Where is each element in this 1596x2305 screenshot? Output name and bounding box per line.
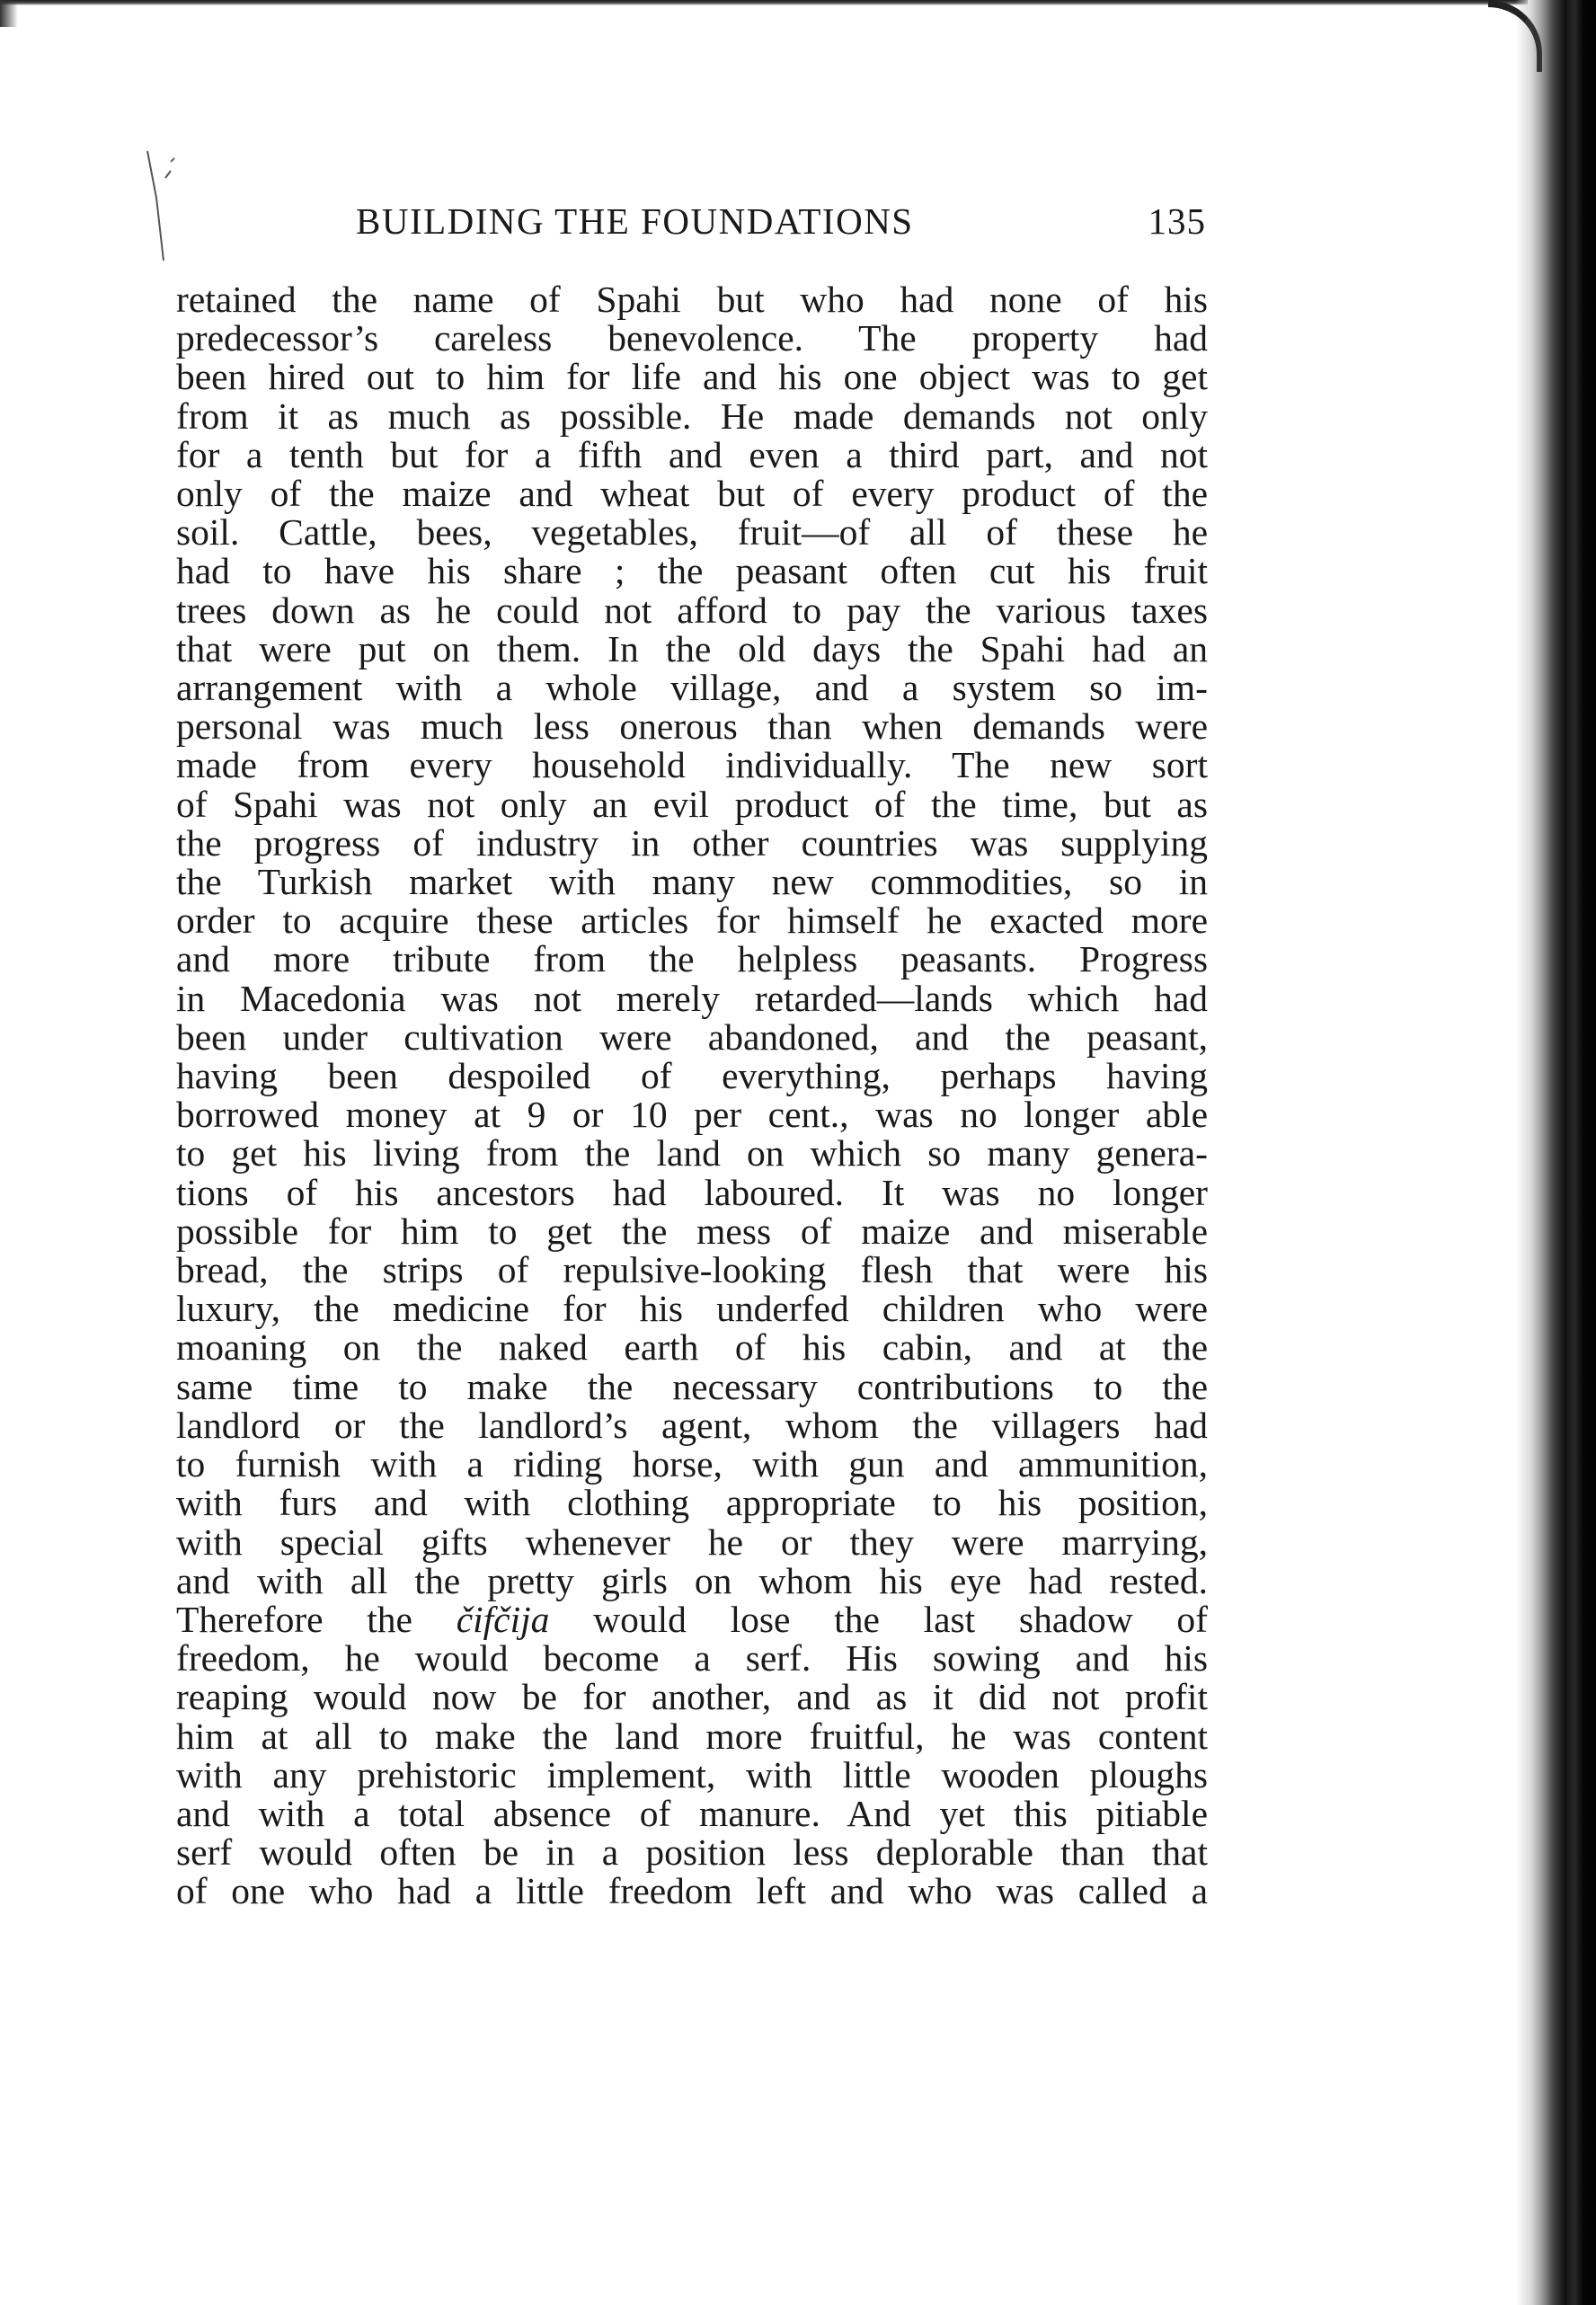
text-line: landlord or the landlord’s agent, whom the villagers had bbox=[176, 1404, 1208, 1446]
text-line: bread, the strips of repulsive-looking flesh that were his bbox=[176, 1249, 1208, 1291]
text-line: with furs and with clothing appropriate to his position, bbox=[176, 1482, 1208, 1524]
text-line: had to have his share ; the peasant often cut his fruit bbox=[176, 550, 1208, 592]
text-line: same time to make the necessary contributions to the bbox=[176, 1365, 1208, 1407]
text-line: been hired out to him for life and his one object was to get bbox=[176, 356, 1208, 398]
running-head: BUILDING THE FOUNDATIONS bbox=[356, 200, 914, 242]
page-number: 135 bbox=[1148, 200, 1206, 242]
text-line: and more tribute from the helpless peasants. Progress bbox=[176, 938, 1208, 980]
text-line: to get his living from the land on which so many genera- bbox=[176, 1132, 1208, 1175]
text-line: moaning on the naked earth of his cabin, and at the bbox=[176, 1326, 1208, 1369]
text-line: that were put on them. In the old days the Spahi had an bbox=[176, 627, 1208, 669]
text-line-with-italic bbox=[176, 1600, 1208, 1639]
text-line: the progress of industry in other countries was supplying bbox=[176, 821, 1208, 864]
text-line: of one who had a little freedom left and who was called a bbox=[176, 1870, 1208, 1912]
text-line: having been despoiled of everything, perhaps having bbox=[176, 1055, 1208, 1097]
body-text bbox=[176, 280, 1208, 1911]
text-line: made from every household individually. The new sort bbox=[176, 744, 1208, 786]
text-line: order to acquire these articles for himself he exacted more bbox=[176, 900, 1208, 942]
text-line: reaping would now be for another, and as it did not profit bbox=[176, 1676, 1208, 1718]
text-line: borrowed money at 9 or 10 per cent., was no longer able bbox=[176, 1094, 1208, 1136]
page-header bbox=[176, 199, 1208, 253]
text-line: been under cultivation were abandoned, and the peasant, bbox=[176, 1015, 1208, 1058]
text-fragment: Therefore the bbox=[176, 1598, 457, 1640]
italic-term-cifcija: čifčija bbox=[456, 1598, 550, 1640]
scan-top-edge bbox=[0, 0, 1528, 5]
text-line: in Macedonia was not merely retarded—lands which had bbox=[176, 977, 1208, 1019]
text-line: the Turkish market with many new commodities, so in bbox=[176, 861, 1208, 903]
text-line: only of the maize and wheat but of every product of the bbox=[176, 473, 1208, 515]
text-line: with special gifts whenever he or they were marrying, bbox=[176, 1520, 1208, 1563]
text-line: serf would often be in a position less deplorable than that bbox=[176, 1831, 1208, 1874]
text-line: him at all to make the land more fruitful, he was content bbox=[176, 1715, 1208, 1757]
margin-pencil-marks bbox=[144, 144, 180, 270]
text-line: from it as much as possible. He made demands not only bbox=[176, 395, 1208, 437]
text-line: predecessor’s careless benevolence. The property had bbox=[176, 317, 1208, 359]
text-line: and with a total absence of manure. And yet this pitiable bbox=[176, 1792, 1208, 1834]
text-line: personal was much less onerous than when demands were bbox=[176, 705, 1208, 748]
binding-shadow bbox=[1515, 0, 1596, 2305]
text-line: retained the name of Spahi but who had none of his bbox=[176, 279, 1208, 320]
text-line: to furnish with a riding horse, with gun and ammunition, bbox=[176, 1443, 1208, 1485]
text-line: arrangement with a whole village, and a system so im- bbox=[176, 667, 1208, 709]
text-fragment: would lose the last shadow of bbox=[549, 1598, 1208, 1640]
text-line: freedom, he would become a serf. His sowing and his bbox=[176, 1637, 1208, 1680]
scan-corner-shadow bbox=[0, 0, 18, 27]
text-line: of Spahi was not only an evil product of the time, but as bbox=[176, 783, 1208, 825]
text-line: tions of his ancestors had laboured. It was no longer bbox=[176, 1171, 1208, 1213]
text-line: and with all the pretty girls on whom his eye had rested. bbox=[176, 1559, 1208, 1601]
text-line: luxury, the medicine for his underfed children who were bbox=[176, 1288, 1208, 1330]
text-line: possible for him to get the mess of maize and miserable bbox=[176, 1210, 1208, 1252]
text-line: trees down as he could not afford to pay the various taxes bbox=[176, 589, 1208, 631]
text-line: soil. Cattle, bees, vegetables, fruit—of all of these he bbox=[176, 511, 1208, 554]
text-line: for a tenth but for a fifth and even a third part, and not bbox=[176, 433, 1208, 475]
text-line: with any prehistoric implement, with little wooden ploughs bbox=[176, 1753, 1208, 1795]
